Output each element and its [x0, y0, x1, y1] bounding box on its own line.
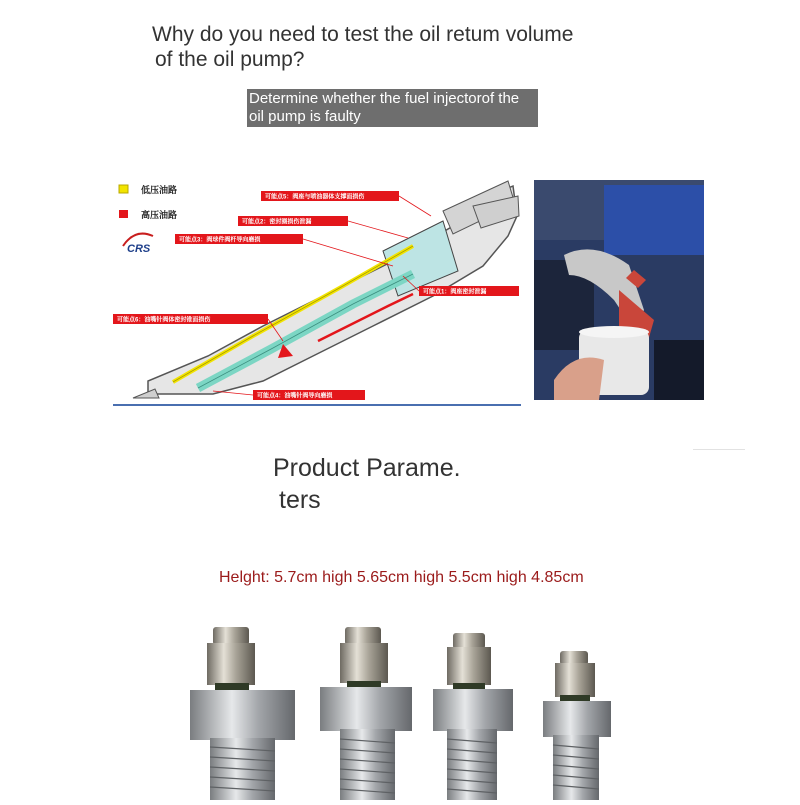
logo-text: CRS: [127, 243, 151, 255]
photo-underline: [693, 449, 745, 450]
svg-text:可能点1：阀座密封泄漏: 可能点1：阀座密封泄漏: [423, 289, 487, 296]
fittings-product-photo: [185, 615, 655, 800]
svg-text:可能点4：油嘴针阀导向磨损: 可能点4：油嘴针阀导向磨损: [257, 393, 333, 400]
answer-box: [247, 89, 538, 127]
svg-text:可能点6：油嘴针阀体密封锥面损伤: 可能点6：油嘴针阀体密封锥面损伤: [117, 317, 211, 324]
callout-5: [261, 191, 431, 216]
fitting-3: [433, 633, 513, 800]
injector-cutaway-diagram: [113, 176, 521, 406]
fitting-2: [320, 627, 412, 800]
answer-line-1: Determine whether the fuel injectorof the: [249, 90, 520, 107]
answer-line-2: oil pump is faulty: [249, 108, 361, 125]
legend-swatch-low-pressure: [119, 185, 128, 193]
legend-label-high-pressure: 高压油路: [141, 210, 178, 220]
section-title-line-1: Product Parame.: [273, 454, 461, 482]
engine-oil-return-photo: [534, 180, 704, 400]
fitting-4: [543, 651, 611, 800]
fittings-svg: [185, 615, 655, 800]
svg-text:可能点2：密封圈损伤泄漏: 可能点2：密封圈损伤泄漏: [242, 219, 312, 226]
fitting-1: [190, 627, 295, 800]
question-line-2: of the oil pump?: [155, 48, 305, 71]
height-specification: Helght: 5.7cm high 5.65cm high 5.5cm high 4.85cm: [219, 569, 584, 586]
injector-diagram-svg: [113, 176, 521, 404]
diagram-bottom-rule: [113, 404, 521, 406]
svg-text:可能点5：阀座与喷油器体支撑面损伤: 可能点5：阀座与喷油器体支撑面损伤: [265, 194, 365, 201]
legend-swatch-high-pressure: [119, 210, 128, 218]
engine-photo-svg: [534, 180, 704, 400]
svg-text:可能点3：阀球件阀杆导向磨损: 可能点3：阀球件阀杆导向磨损: [179, 237, 261, 244]
crs-logo: [123, 234, 153, 255]
section-title-line-2: ters: [279, 486, 321, 514]
question-line-1: Why do you need to test the oil retum volume: [152, 23, 574, 46]
question-title: [152, 22, 622, 72]
callout-3: [175, 234, 393, 266]
legend-label-low-pressure: 低压油路: [141, 185, 178, 195]
product-parameters-heading: [273, 452, 461, 516]
callout-4: [213, 390, 365, 400]
